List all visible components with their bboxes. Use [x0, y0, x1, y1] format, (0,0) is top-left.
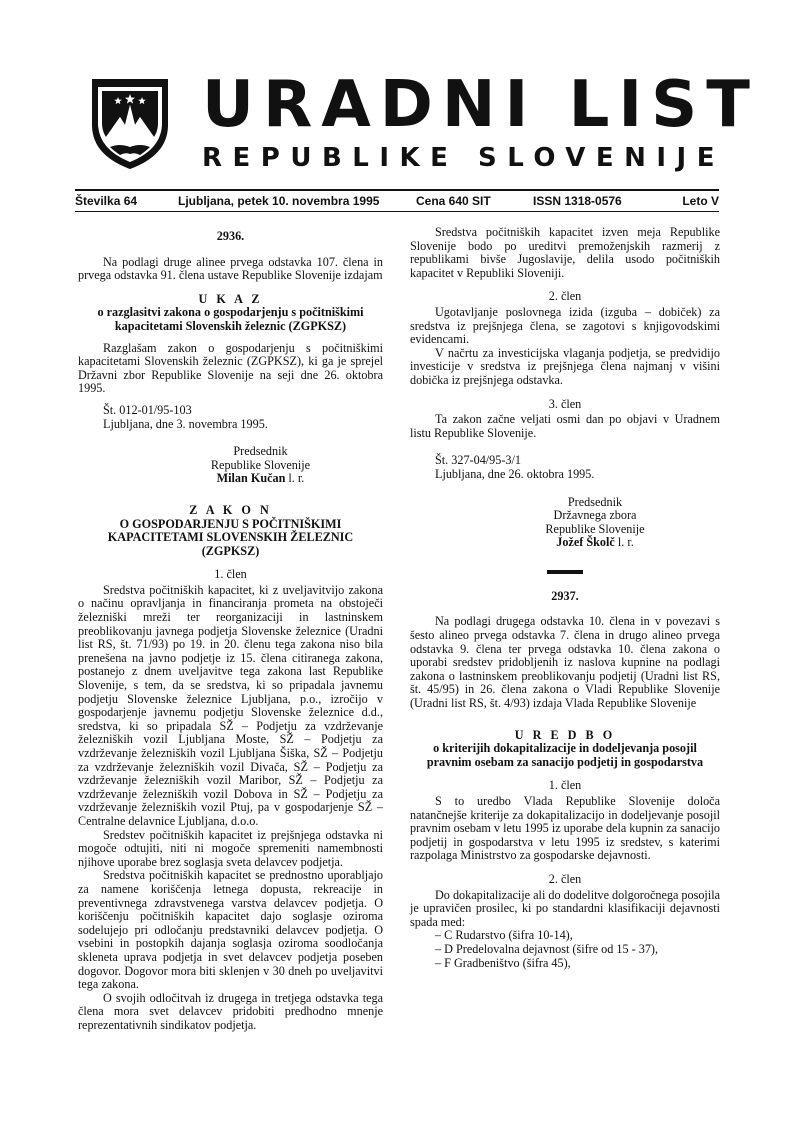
paragraph: Ta zakon začne veljati osmi dan po objavi v Uradnem listu Republike Slovenije.: [410, 412, 720, 440]
list-item: – C Rudarstvo (šifra 10-14),: [435, 928, 573, 943]
paragraph: Ugotavljanje poslovnega izida (izguba – dobiček) za sredstva iz prejšnjega člena, se zagotovi s knjigovodskimi evidencami.: [410, 304, 720, 347]
signature-role: Predsednik: [567, 494, 623, 509]
paragraph: Do dokapitalizacije ali do dodelitve dolgoročnega posojila je upravičen prosilec, ki po standardni klasifikaciji dejavnosti spada med:: [410, 887, 720, 929]
signature-org: Republike Slovenije: [210, 457, 311, 472]
signature-name: Jožef Školč: [556, 535, 615, 550]
issue-info-bar: [75, 189, 719, 212]
paragraph: Na podlagi drugega odstavka 10. člena in v povezavi s šesto alineo prvega odstavka 7. člena in drugo alineo prvega odstavka 9. člena ter prvega odstavka 10. člena zakona o uporabi sredstev pridobljenih iz naslova kupnine na podlagi zakona o lastninskem preoblikovanju podjetij (Uradni list RS, št. 45/95) in 26. člena zakona o Vladi Republike Slovenije (Uradni list RS, št. 4/93) izdaja Vlada Republike Slovenije: [410, 614, 720, 711]
issue-issn: ISSN 1318-0576: [533, 194, 622, 208]
section-subtitle: o kriterijih dokapitalizacije in dodeljevanja posojil pravnim osebam za sanacijo podjetij in gospodarstva: [426, 741, 704, 769]
paragraph: V načrtu za investicijska vlaganja podjetja, se predvidijo investicije v sredstva iz prejšnjega člena najmanj v višini dobička iz prejšnjega odstavka.: [410, 345, 720, 387]
article-heading: 2. člen: [548, 871, 582, 886]
section-title: Z A K O N: [189, 502, 272, 517]
article-heading: 2. člen: [548, 289, 582, 304]
right-column: [410, 226, 720, 970]
paragraph: Sredstva počitniških kapacitet izven meja Republike Slovenije bodo po ureditvi premoženjskih razmerij z republikami bivše Jugoslavije, delila usodo počitniških kapacitet v Republiki Sloveniji.: [410, 225, 720, 280]
paragraph: S to uredbo Vlada Republike Slovenije določa natančnejše kriterije za dokapitalizacijo in dodeljevanje posojil pravnim osebam v letu 1995 iz uporabe dela kupnin za sanacijo podjetij in gospodarstva v letu 1995 iz sredstev, s katerimi razpolaga Ministrstvo za gospodarske dejavnosti.: [410, 794, 721, 863]
signature-suffix: l. r.: [285, 471, 305, 486]
paragraph: Sredstev počitniških kapacitet iz prejšnjega odstavka ni mogoče odtujiti, niti ni mogoče spremeniti namembnosti njihove uporabe brez soglasja sveta delavcev podjetja.: [78, 827, 383, 869]
signature-line: [470, 536, 720, 550]
reference-date: Ljubljana, dne 3. novembra 1995.: [103, 416, 268, 431]
list-item: – F Gradbeništvo (šifra 45),: [435, 955, 571, 970]
section-subtitle: O GOSPODARJENJU S POČITNIŠKIMI KAPACITETAMI SLOVENSKIH ŽELEZNIC (ZGPKSZ): [107, 516, 354, 558]
coat-of-arms-icon: [88, 75, 172, 171]
paragraph: Sredstva počitniških kapacitet, ki z uveljavitvijo zakona o načinu opravljanja in financiranja prometa na obstoječi železniški mreži ter reorganizaciji in lastninskem preoblikovanju javnega podjetja Slovenske železnice (Uradni list RS, št. 71/93) po 19. in 20. členu tega zakona niso bila prenešena na javno podjetje iz 15. člena citiranega zakona, postanejo z dnem uveljavitve tega zakona last Republike Slovenije, s tem, da se sredstva, ki so pripadala javnemu podjetju Slovenske železnice Ljubljana, p.o., izročijo v gospodarjenje javnemu podjetju Slovenske železnice d.d., sredstva, ki so pripadala SŽ – Podjetju za vzdrževanje železniških vozil Ljubljana Moste, SŽ – Podjetju za vzdrževanje železniških vozil Ljubljana Šiška, SŽ – Podjetju za vzdrževanje železniških vozil Divača, SŽ – Podjetju za vzdrževanje železniških vozil Maribor, SŽ – Podjetju za vzdrževanje železniških vozil Dobova in SŽ – Podjetju za vzdrževanje železniških vozil Ptuj, pa v gospodarjenje SŽ – Centralne delavnice Ljubljana, d.o.o.: [78, 582, 383, 828]
issue-number: Številka 64: [75, 194, 138, 208]
issue-price: Cena 640 SIT: [416, 194, 491, 208]
signature-org: Republike Slovenije: [545, 521, 645, 536]
section-divider: [547, 570, 583, 574]
signature-line: [138, 472, 383, 486]
issue-date: Ljubljana, petek 10. novembra 1995: [178, 194, 380, 208]
paragraph: O svojih odločitvah iz drugega in tretjega odstavka tega člena mora svet delavcev pridobiti predhodno mnenje reprezentativnih sindikatov podjetja.: [78, 990, 383, 1032]
paragraph: Razglašam zakon o gospodarjenju s počitniškimi kapacitetami Slovenskih železnic (ZGPKSZ), ki ga je sprejel Državni zbor Republike Slovenije na seji dne 26. oktobra 1995.: [78, 340, 383, 396]
article-heading: 1. člen: [548, 778, 582, 793]
signature-role: Predsednik: [233, 444, 288, 459]
reference-number: Št. 327-04/95-3/1: [435, 453, 521, 468]
signature-suffix: l. r.: [614, 535, 634, 550]
paragraph: Na podlagi druge alinee prvega odstavka 107. člena in prvega odstavka 91. člena ustave Republike Slovenije izdajam: [78, 254, 383, 283]
paragraph: Sredstva počitniških kapacitet se prednostno uporabljajo za namene koriščenja letnega dopusta, rekreacije in preventivnega zdravstvenega varstva delavcev podjetja. O koriščenju počitniških kapacitet dajo soglasje oziroma sodelujejo pri odločanju predstavniki delavcev podjetja. O vsebini in postopkih dajanja soglasja oziroma soodločanja skleneta uprava podjetja in svet delavcev podjetja poseben dogovor. Dogovor mora biti sklenjen v 30 dneh po uveljavitvi tega zakona.: [78, 868, 383, 992]
gazette-subtitle: REPUBLIKE SLOVENIJE: [202, 143, 725, 173]
section-subtitle: o razglasitvi zakona o gospodarjenju s počitniškimi kapacitetami Slovenskih železnic (ZGPKSZ): [97, 305, 364, 333]
list-item: – D Predelovalna dejavnost (šifre od 15 - 37),: [435, 941, 659, 956]
reference-date: Ljubljana, dne 26. oktobra 1995.: [435, 466, 595, 481]
gazette-title: URADNI LIST: [202, 68, 759, 142]
section-title: U R E D B O: [514, 727, 616, 742]
article-heading: 3. člen: [548, 396, 582, 411]
article-heading: 1. člen: [214, 567, 247, 582]
left-column: [78, 226, 383, 1032]
document-number: 2936.: [216, 229, 245, 243]
document-number: 2937.: [551, 588, 579, 603]
section-title: U K A Z: [198, 291, 263, 306]
signature-name: Milan Kučan: [216, 471, 286, 486]
issue-year: Leto V: [682, 194, 719, 208]
reference-number: Št. 012-01/95-103: [103, 402, 192, 417]
signature-org: Državnega zbora: [553, 508, 637, 523]
